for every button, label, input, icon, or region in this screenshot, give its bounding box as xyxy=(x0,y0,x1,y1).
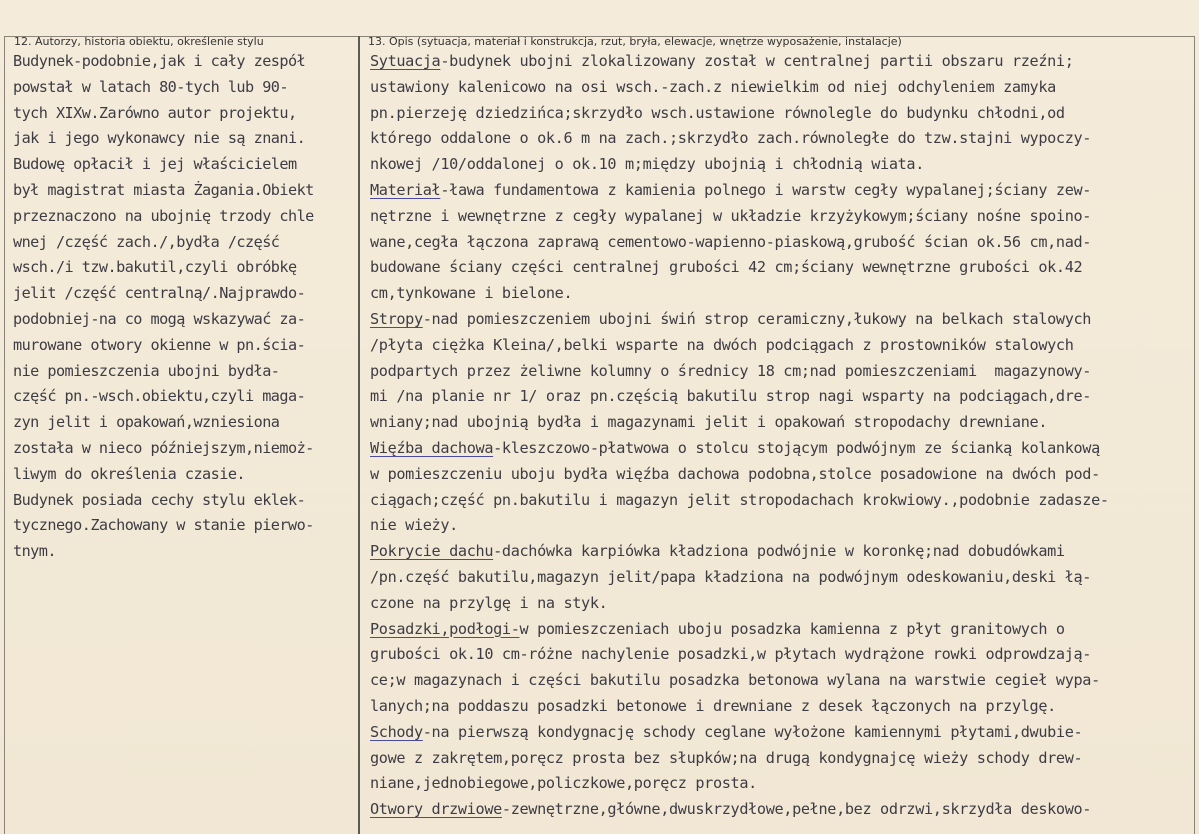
text-line xyxy=(370,591,1192,617)
text-line xyxy=(370,384,1192,410)
line-text: /pn.część bakutilu,magazyn jelit/papa kładziona na podwójnym odeskowaniu,deski łą- xyxy=(370,567,1092,586)
authors-history-column xyxy=(13,49,358,565)
line-text: wane,cegła łączona zaprawą cementowo-wapienno-piaskową,grubość ścian ok.56 cm,nad- xyxy=(370,232,1092,251)
line-text: mi /na planie nr 1/ oraz pn.częścią bakutilu strop nagi wsparty na podciągach,dre- xyxy=(370,387,1092,406)
section-keyword: Materiał xyxy=(370,180,441,199)
text-line xyxy=(370,720,1192,746)
line-text: w pomieszczeniu uboju bydła więźba dachowa podobna,stolce posadowione na dwóch pod- xyxy=(370,464,1100,483)
line-text: ciągach;część pn.bakutilu i magazyn jelit stropodachach krokwiowy.,podobnie zadasze- xyxy=(370,490,1109,509)
text-line xyxy=(370,642,1192,668)
text-line: została w nieco późniejszym,niemoż- xyxy=(13,438,314,457)
left-rule xyxy=(4,36,5,834)
line-text: ustawiony kalenicowo na osi wsch.-zach.z niewielkim od niej odchyleniem zamyka xyxy=(370,77,1056,96)
text-line: tycznego.Zachowany w stanie pierwo- xyxy=(13,516,314,535)
text-line: tych XIXw.Zarówno autor projektu, xyxy=(13,103,297,122)
text-line: powstał w latach 80-tych lub 90- xyxy=(13,77,288,96)
text-line: przeznaczono na ubojnię trzody chle xyxy=(13,206,314,225)
line-text: -budynek ubojni zlokalizowany został w centralnej partii obszaru rzeźni; xyxy=(440,52,1074,70)
text-line xyxy=(370,126,1192,152)
text-line xyxy=(370,668,1192,694)
text-line xyxy=(370,75,1192,101)
text-line xyxy=(370,204,1192,230)
text-line xyxy=(370,255,1192,281)
line-text: czone na przylgę i na styk. xyxy=(370,593,608,612)
text-line: wsch./i tzw.bakutil,czyli obróbkę xyxy=(13,258,297,277)
line-text: lanych;na poddaszu posadzki betonowe i drewniane z desek łączonych na przylgę. xyxy=(370,696,1056,715)
line-text: cm,tynkowane i bielone. xyxy=(370,284,573,303)
text-line xyxy=(370,746,1192,772)
section-13-header: 13. Opis (sytuacja, materiał i konstrukcja, rzut, bryła, elewacje, wnętrze wyposażenie, instalacje) xyxy=(368,35,902,48)
section-keyword: Schody xyxy=(370,722,423,741)
text-line xyxy=(370,410,1192,436)
text-line: był magistrat miasta Żagania.Obiekt xyxy=(13,180,314,199)
line-text: wniany;nad ubojnią bydła i magazynami jelit i opakowań stropodachy drewniane. xyxy=(370,413,1048,432)
text-line xyxy=(370,307,1192,333)
text-line: zyn jelit i opakowań,wzniesiona xyxy=(13,413,280,432)
line-text: grubości ok.10 cm-różne nachylenie posadzki,w płytach wydrążone rowki odprowdzają- xyxy=(370,645,1092,664)
text-line xyxy=(370,539,1192,565)
line-text: -ława fundamentowa z kamienia polnego i warstw cegły wypalanej;ściany zew- xyxy=(440,180,1092,199)
line-text: -zewnętrzne,główne,dwuskrzydłowe,pełne,bez odrzwi,skrzydła deskowo- xyxy=(501,800,1092,819)
line-text: nie wieży. xyxy=(370,516,458,535)
line-text: -dachówka karpiówka kładziona podwójnie w koronkę;nad dobudówkami xyxy=(493,542,1065,561)
text-line xyxy=(370,436,1192,462)
text-line: podobniej-na co mogą wskazywać za- xyxy=(13,309,306,328)
text-line: liwym do określenia czasie. xyxy=(13,464,246,483)
line-text: -kleszczowo-płatwowa o stolcu stojącym podwójnym ze ścianką kolankową xyxy=(493,438,1100,457)
section-keyword: Sytuacja xyxy=(370,52,441,70)
text-line: tnym. xyxy=(13,542,56,561)
text-line xyxy=(370,333,1192,359)
text-line xyxy=(370,101,1192,127)
text-line xyxy=(370,49,1192,75)
text-line: wnej /część zach./,bydła /część xyxy=(13,232,280,251)
text-line: Budowę opłacił i jej właścicielem xyxy=(13,155,297,174)
line-text: nkowej /10/oddalonej o ok.10 m;między ubojnią i chłodnią wiata. xyxy=(370,155,925,174)
text-line: Budynek-podobnie,jak i cały zespół xyxy=(13,52,306,70)
section-keyword: Więźba dachowa xyxy=(370,438,494,457)
text-line: jak i jego wykonawcy nie są znani. xyxy=(13,129,306,148)
line-text: niane,jednobiegowe,policzkowe,poręcz prosta. xyxy=(370,774,757,793)
line-text: -na pierwszą kondygnację schody ceglane wyłożone kamiennymi płytami,dwubie- xyxy=(422,722,1083,741)
section-12-header: 12. Autorzy, historia obiektu, określenie stylu xyxy=(14,35,264,48)
text-line xyxy=(370,230,1192,256)
text-line: Budynek posiada cechy stylu eklek- xyxy=(13,490,306,509)
section-keyword: Stropy xyxy=(370,309,423,328)
text-line xyxy=(370,488,1192,514)
right-rule xyxy=(1194,36,1195,834)
line-text: /płyta ciężka Kleina/,belki wsparte na dwóch podciągach z prostowników stalowych xyxy=(370,335,1074,354)
text-line xyxy=(370,281,1192,307)
line-text: podpartych przez żeliwne kolumny o średnicy 18 cm;nad pomieszczeniami magazynowy- xyxy=(370,361,1092,380)
text-line xyxy=(370,771,1192,797)
line-text: w pomieszczeniach uboju posadzka kamienna z płyt granitowych o xyxy=(519,619,1065,638)
section-keyword: Otwory drzwiowe xyxy=(370,800,502,819)
text-line xyxy=(370,513,1192,539)
line-text: którego oddalone o ok.6 m na zach.;skrzydło zach.równoległe do tzw.stajni wypoczy- xyxy=(370,129,1092,148)
line-text: -nad pomieszczeniem ubojni świń strop ceramiczny,łukowy na belkach stalowych xyxy=(422,309,1092,328)
text-line xyxy=(370,462,1192,488)
text-line xyxy=(370,152,1192,178)
line-text: ce;w magazynach i części bakutilu posadzka betonowa wylana na warstwie cegieł wypa- xyxy=(370,671,1100,690)
text-line xyxy=(370,565,1192,591)
text-line: murowane otwory okienne w pn.ścia- xyxy=(13,335,306,354)
section-keyword: Posadzki,podłogi- xyxy=(370,619,520,638)
text-line: część pn.-wsch.obiektu,czyli maga- xyxy=(13,387,306,406)
text-line xyxy=(370,694,1192,720)
text-line xyxy=(370,359,1192,385)
text-line xyxy=(370,797,1192,823)
text-line: nie pomieszczenia ubojni bydła- xyxy=(13,361,280,380)
line-text: budowane ściany części centralnej grubości 42 cm;ściany wewnętrzne grubości ok.42 xyxy=(370,258,1083,277)
text-line xyxy=(370,178,1192,204)
line-text: gowe z zakrętem,poręcz prosta bez słupków;na drugą kondygnajcę wieży schody drew- xyxy=(370,748,1083,767)
line-text: pn.pierzeję dziedzińca;skrzydło wsch.ustawione równolegle do budynku chłodni,od xyxy=(370,103,1065,122)
description-column xyxy=(370,49,1192,823)
line-text: nętrzne i wewnętrzne z cegły wypalanej w układzie krzyżykowym;ściany nośne spoino- xyxy=(370,206,1092,225)
text-line: jelit /część centralną/.Najprawdo- xyxy=(13,284,306,303)
section-keyword: Pokrycie dachu xyxy=(370,542,494,561)
text-line xyxy=(370,617,1192,643)
column-divider xyxy=(358,36,360,834)
